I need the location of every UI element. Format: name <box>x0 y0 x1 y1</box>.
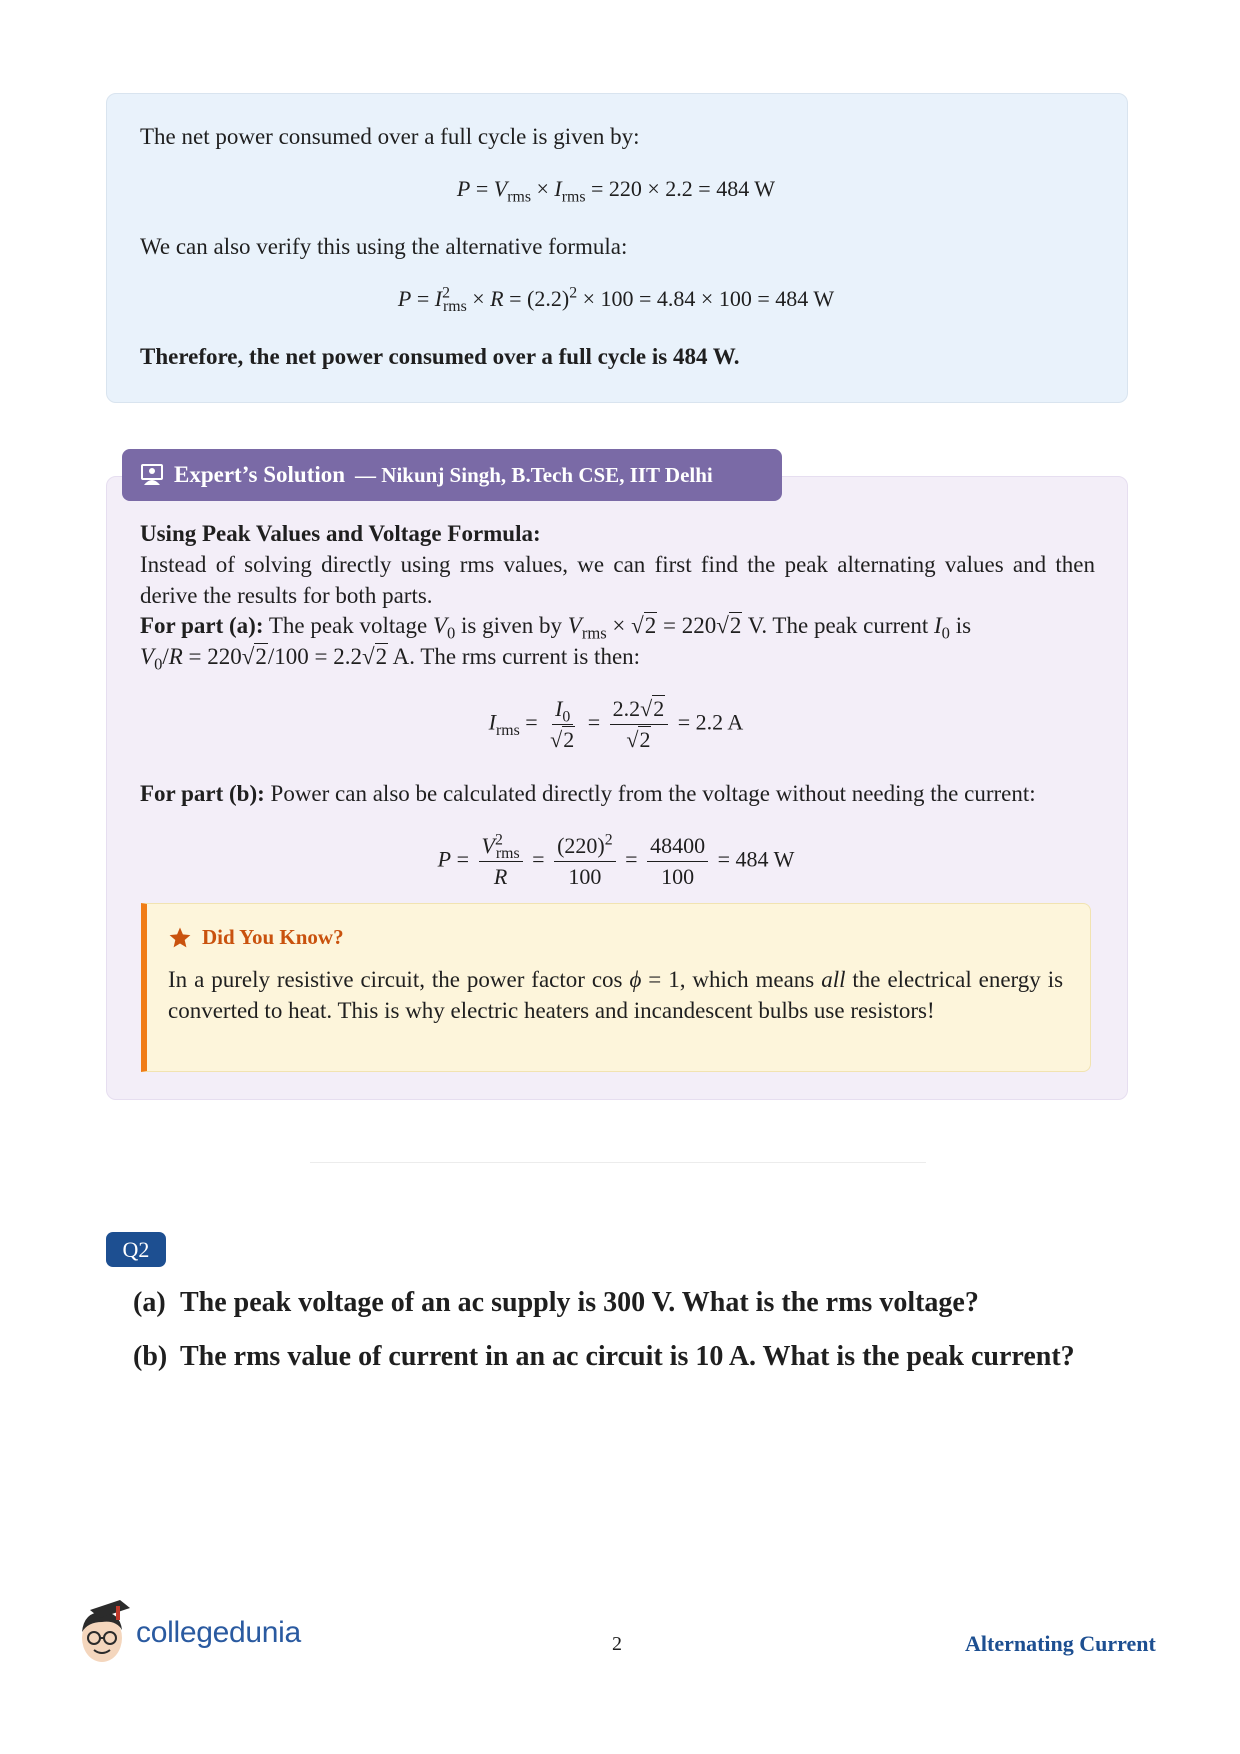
mascot-icon <box>76 1598 132 1668</box>
power-equation-1: $P = V_{rms} \times I_{rms} = 220 \times 2.2 = 484$ W <box>456 176 776 206</box>
expert-intro: Instead of solving directly using rms values, we can first find the peak alternating values and then derive the results for both parts. <box>140 552 1095 608</box>
verify-text: We can also verify this using the alternative formula: <box>140 234 628 259</box>
footer-logo <box>76 1598 301 1668</box>
graduate-icon <box>140 463 164 487</box>
did-you-know-header <box>168 925 344 950</box>
part-a-line1: For part (a): The peak voltage $V_0$ is given by $V_{rms} \times √2 = 220√2$ V. The peak current $I_0$ is <box>140 613 972 643</box>
power-equation-2: $P = I^2_{rms} \times R = (2.2)^2 \times 100 = 4.84 \times 100 = 484$ W <box>397 284 835 316</box>
question-badge: Q2 <box>106 1232 166 1267</box>
part-a-line2: $V_0/R = 220√2/100 = 2.2√2$ A. The rms current is then: <box>140 644 641 674</box>
part-b-text: For part (b): Power can also be calculated directly from the voltage without needing the current: <box>140 781 1036 806</box>
expert-title: Expert’s Solution <box>174 462 346 487</box>
star-icon <box>168 926 192 950</box>
question-a-text: The peak voltage of an ac supply is 300 V. What is the rms voltage? <box>180 1287 979 1318</box>
logo-text: collegedunia <box>136 1616 301 1649</box>
power-intro-text: The net power consumed over a full cycle is given by: <box>140 124 640 149</box>
irms-equation: $I_{rms}$ = $\frac{I_0}{√2}$ = $\frac{2.2√2}{√2}$ = 2.2 A <box>488 696 744 752</box>
expert-author: — Nikunj Singh, B.Tech CSE, IIT Delhi <box>355 462 713 487</box>
power-voltage-equation: P = $\frac{V^2_{rms}}{R}$ = $\frac{(220)^2}{100}$ = $\frac{48400}{100}$ = 484 W <box>437 831 795 889</box>
question-b-text: The rms value of current in an ac circuit is 10 A. What is the peak current? <box>180 1341 1075 1372</box>
section-divider <box>310 1162 926 1163</box>
did-you-know-title: Did You Know? <box>202 925 344 949</box>
chapter-title: Alternating Current <box>965 1631 1156 1656</box>
expert-heading: Using Peak Values and Voltage Formula: <box>140 521 541 546</box>
power-conclusion: Therefore, the net power consumed over a full cycle is 484 W. <box>140 344 740 369</box>
expert-solution-banner <box>122 449 782 501</box>
question-b-label: (b) <box>133 1341 168 1372</box>
question-a-label: (a) <box>133 1287 166 1318</box>
did-you-know-text: In a purely resistive circuit, the power factor cos ϕ = 1, which means all the electrical energy is converted to heat. This is why electric heaters and incandescent bulbs use resistors! <box>168 967 1064 1023</box>
page-number: 2 <box>612 1633 622 1655</box>
